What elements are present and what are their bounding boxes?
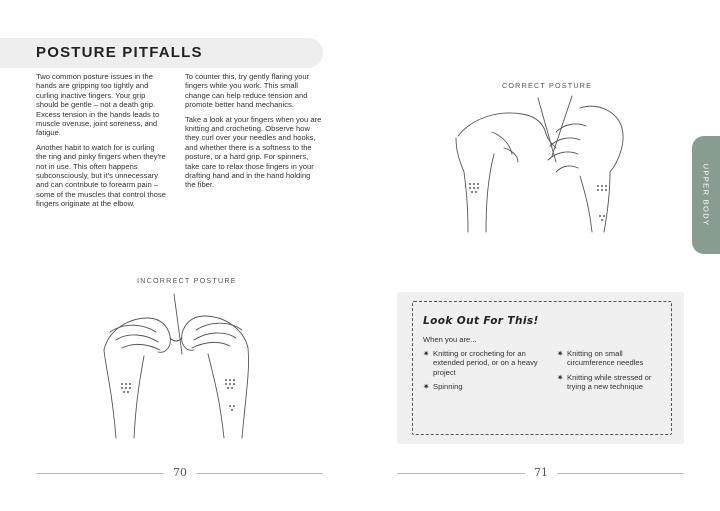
list-item (557, 349, 667, 368)
correct-posture-caption: CORRECT POSTURE (502, 81, 593, 90)
callout-title: Look Out For This! (423, 315, 539, 327)
list-item-text: Knitting while stressed or trying a new technique (567, 372, 652, 392)
list-item (423, 349, 543, 377)
paragraph: Another habit to watch for is curling the ring and pinky fingers when they're not in use. This often happens subconsciously, but it's unnecessary and can contribute to forearm pain – some of the muscles that control those fingers originate at the elbow. (36, 142, 167, 209)
callout-list-right (557, 349, 667, 397)
paragraph: Two common posture issues in the hands are gripping too tightly and curling inactive fingers. Your grip should be gentle – not a death grip. Excess tension in the hands leads to muscle overuse, joint soreness, and fatigue. (36, 72, 160, 138)
page-number-right: 71 (534, 466, 548, 479)
star-bullet-icon: ✷ (423, 349, 430, 358)
list-item (557, 373, 667, 392)
callout-intro: When you are... (423, 335, 477, 344)
page-number-left: 70 (173, 466, 187, 479)
paragraph: To counter this, try gently flaring your fingers while you work. This small change can help reduce tension and promote better hand mechanics. (185, 72, 310, 110)
section-tab (692, 136, 720, 254)
text-column-1 (36, 72, 166, 214)
star-bullet-icon: ✷ (557, 349, 564, 358)
hands-relaxed-needles-illustration (452, 92, 632, 242)
footer-rule (557, 473, 684, 474)
list-item (423, 382, 543, 391)
footer-rule (196, 473, 323, 474)
footer-rule (36, 473, 164, 474)
star-bullet-icon: ✷ (557, 372, 564, 382)
list-item-text: Knitting on small circumference needles (567, 349, 644, 368)
page-title: POSTURE PITFALLS (36, 44, 203, 61)
section-tab-label: UPPER BODY (701, 163, 711, 227)
hands-gripping-needles-illustration (86, 288, 266, 448)
list-item-text: Knitting or crocheting for an extended period, or on a heavy project (433, 349, 538, 377)
list-item-text: Spinning (433, 382, 463, 392)
paragraph: Take a look at your fingers when you are knitting and crocheting. Observe how they curl over your needles and hooks, and whether there is a softness to the posture, or a hard grip. For spinners, take care to relax those fingers in your drafting hand and in the hand holding the fiber. (185, 114, 322, 190)
text-column-2 (185, 72, 323, 195)
incorrect-posture-caption: INCORRECT POSTURE (137, 276, 237, 285)
footer-rule (397, 473, 525, 474)
callout-list-left (423, 349, 543, 397)
star-bullet-icon: ✷ (423, 382, 430, 392)
